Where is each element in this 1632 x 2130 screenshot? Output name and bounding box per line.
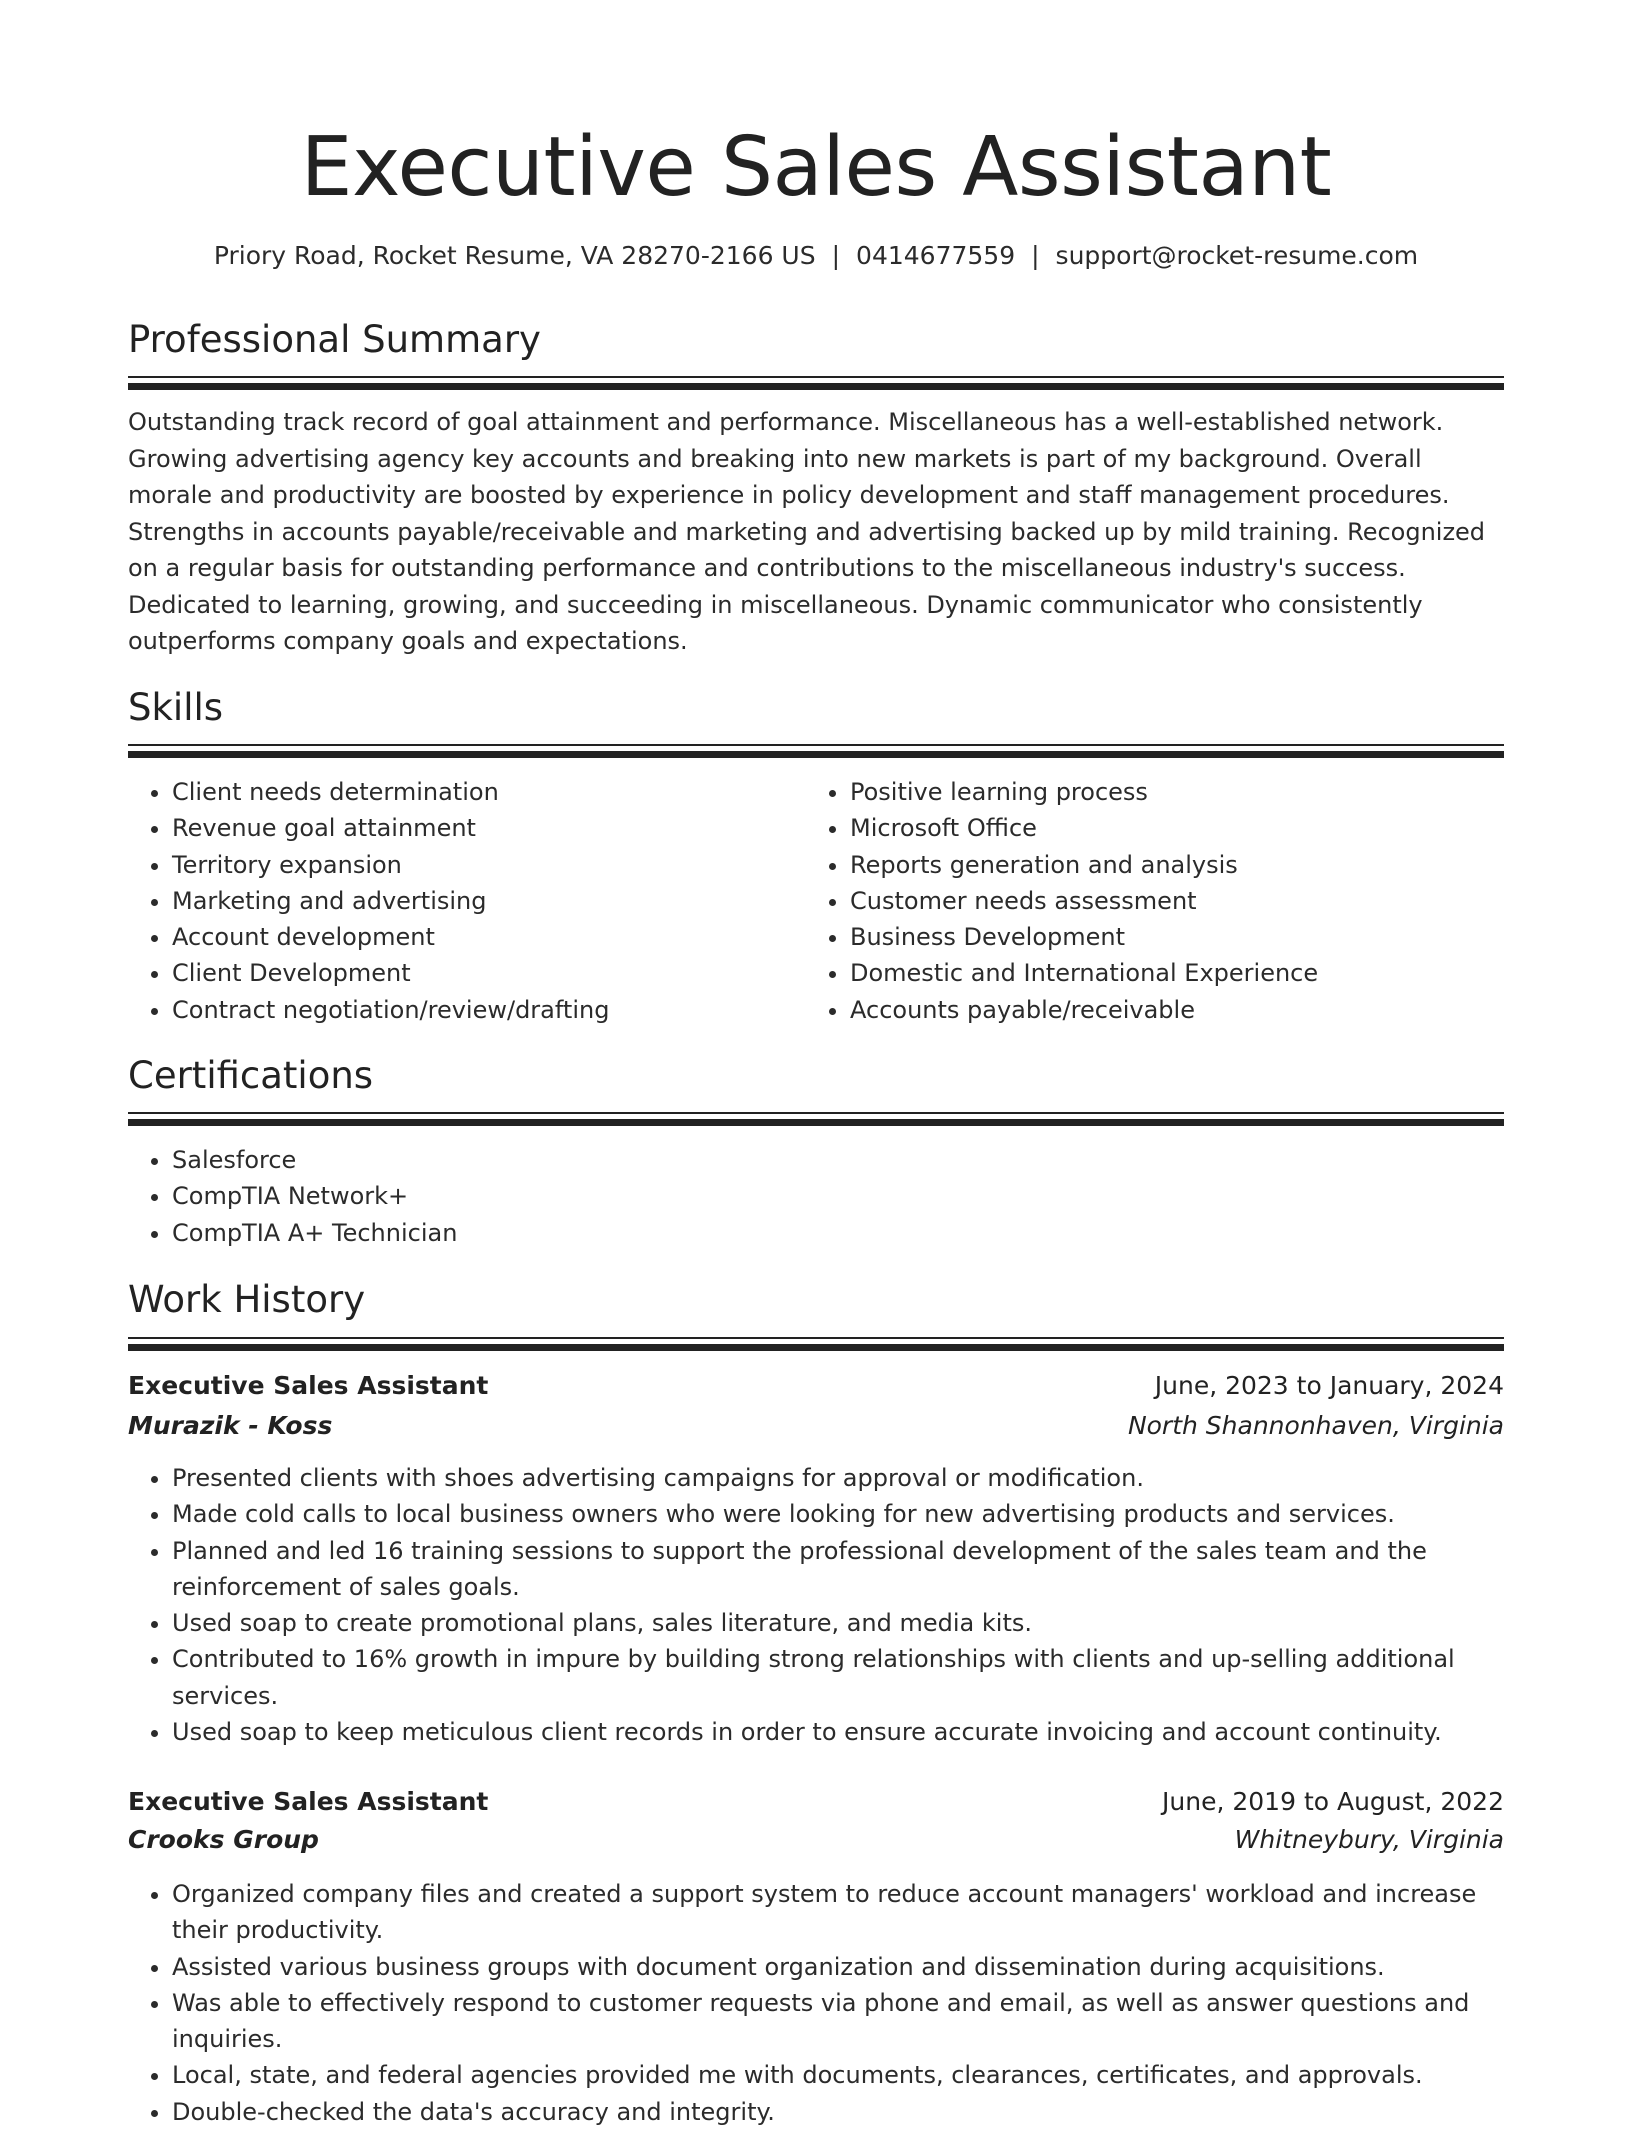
list-item: • Assisted various business groups with document organization and dissemination during acquisitions.	[172, 1949, 1504, 1985]
list-item: • Accounts payable/receivable	[850, 992, 1504, 1028]
list-item: • Made cold calls to local business owners who were looking for new advertising products and services.	[172, 1496, 1504, 1532]
job-title: Executive Sales Assistant	[128, 1371, 489, 1400]
summary-text: Outstanding track record of goal attainment and performance. Miscellaneous has a well-established network. Growing advertising agency key accounts and breaking into new markets is part of my background. Overall morale and productivity are boosted by experience in policy development and staff management procedures. Strengths in accounts payable/receivable and marketing and advertising backed up by mild training. Recognized on a regular basis for outstanding performance and contributions to the miscellaneous industry's success. Dedicated to learning, growing, and succeeding in miscellaneous. Dynamic communicator who consistently outperforms company goals and expectations.	[128, 408, 1486, 655]
job-location: Whitneybury, Virginia	[1234, 1825, 1504, 1854]
list-item: • Local, state, and federal agencies provided me with documents, clearances, certificates, and approvals.	[172, 2057, 1504, 2093]
list-item: • Business Development	[850, 919, 1504, 955]
job-title: Executive Sales Assistant	[128, 1787, 489, 1816]
section-heading-certifications: Certifications	[128, 1054, 374, 1097]
list-item: • Presented clients with shoes advertising campaigns for approval or modification.	[172, 1460, 1504, 1496]
list-item: • CompTIA Network+	[172, 1178, 1504, 1214]
list-item: • Account development	[172, 919, 802, 955]
job-dates: June, 2019 to August, 2022	[1162, 1787, 1504, 1816]
list-item: • Revenue goal attainment	[172, 810, 802, 846]
list-item: • Client Development	[172, 955, 802, 991]
page-title: Executive Sales Assistant	[300, 120, 1332, 215]
section-divider	[128, 1337, 1504, 1351]
certifications-list	[128, 1142, 1504, 1251]
list-item: • Organized company files and created a support system to reduce account managers' workload and increase their productivity.	[172, 1876, 1504, 1949]
contact-email[interactable]: support@rocket-resume.com	[1055, 241, 1419, 270]
contact-line	[128, 236, 1504, 276]
contact-address: Priory Road, Rocket Resume, VA 28270-2166 US	[213, 241, 816, 270]
skills-list-right	[806, 774, 1504, 1028]
list-item: • CompTIA A+ Technician	[172, 1215, 1504, 1251]
job-company: Crooks Group	[128, 1825, 319, 1854]
job-location: North Shannonhaven, Virginia	[1127, 1411, 1504, 1440]
section-heading-work-history: Work History	[128, 1278, 366, 1321]
job-company: Murazik - Koss	[128, 1411, 333, 1440]
section-divider	[128, 376, 1504, 390]
list-item: • Positive learning process	[850, 774, 1504, 810]
section-heading-skills: Skills	[128, 686, 224, 729]
list-item: • Contract negotiation/review/drafting	[172, 992, 802, 1028]
skills-list-left	[128, 774, 802, 1028]
list-item: • Microsoft Office	[850, 810, 1504, 846]
list-item: • Used soap to keep meticulous client records in order to ensure accurate invoicing and account continuity.	[172, 1714, 1504, 1750]
section-divider	[128, 1112, 1504, 1126]
list-item: • Reports generation and analysis	[850, 847, 1504, 883]
list-item: • Territory expansion	[172, 847, 802, 883]
list-item: • Domestic and International Experience	[850, 955, 1504, 991]
contact-separator: |	[1031, 241, 1040, 270]
list-item: • Used soap to create promotional plans, sales literature, and media kits.	[172, 1605, 1504, 1641]
contact-separator: |	[831, 241, 841, 270]
list-item: • Customer needs assessment	[850, 883, 1504, 919]
job-bullets	[128, 1460, 1504, 1750]
job-dates: June, 2023 to January, 2024	[1154, 1371, 1504, 1400]
list-item: • Was able to effectively respond to customer requests via phone and email, as well as answer questions and inquiries.	[172, 1985, 1504, 2058]
section-divider	[128, 744, 1504, 758]
section-heading-summary: Professional Summary	[128, 318, 541, 361]
list-item: • Marketing and advertising	[172, 883, 802, 919]
list-item: • Client needs determination	[172, 774, 802, 810]
list-item: • Double-checked the data's accuracy and integrity.	[172, 2094, 1504, 2130]
list-item: • Planned and led 16 training sessions to support the professional development of the sales team and the reinforcement of sales goals.	[172, 1533, 1504, 1606]
job-bullets	[128, 1876, 1504, 2130]
list-item: • Contributed to 16% growth in impure by building strong relationships with clients and up-selling additional services.	[172, 1641, 1504, 1714]
contact-phone: 0414677559	[856, 241, 1016, 270]
list-item: • Salesforce	[172, 1142, 1504, 1178]
